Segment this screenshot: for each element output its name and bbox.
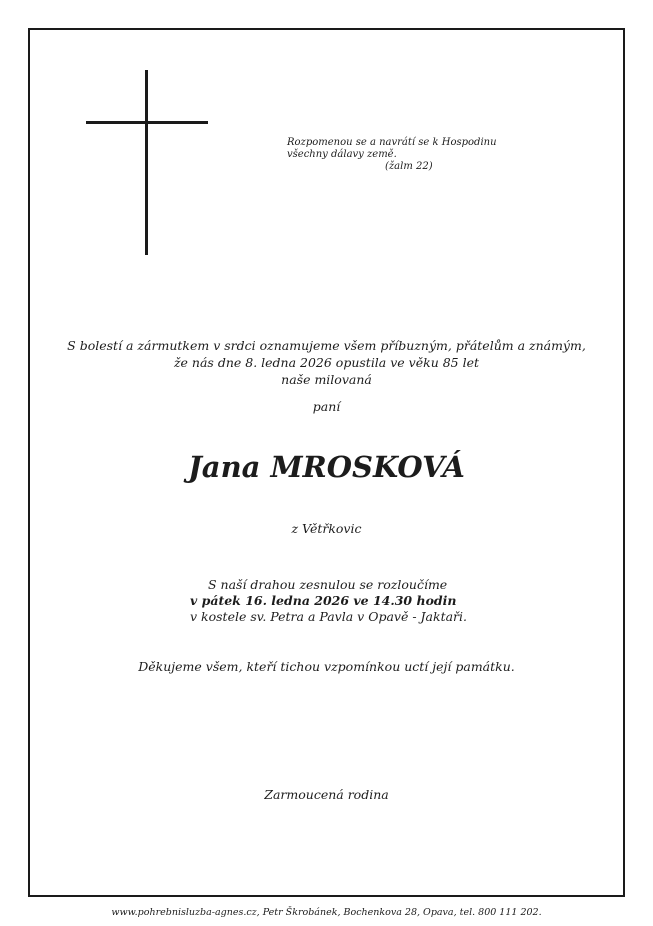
- footer-contact: www.pohrebnisluzba-agnes.cz, Petr Škrobánek, Bochenkova 28, Opava, tel. 800 111 202.: [111, 907, 542, 918]
- announcement-text: [40, 337, 613, 388]
- psalm-reference: (žalm 22): [385, 161, 433, 172]
- psalm-line-2: všechny dálavy země.: [287, 149, 397, 160]
- thanks-text: Děkujeme všem, kteří tichou vzpomínkou uctí její památku.: [138, 659, 515, 674]
- funeral-details: [190, 577, 467, 625]
- cross-icon-crossbar: [86, 121, 208, 124]
- deceased-origin: z Větřkovic: [291, 521, 362, 536]
- funeral-location: v kostele sv. Petra a Pavla v Opavě - Jaktaři.: [190, 609, 467, 624]
- funeral-date-time: v pátek 16. ledna 2026 ve 14.30 hodin: [190, 593, 457, 608]
- psalm-line-1: Rozpomenou se a navrátí se k Hospodinu: [287, 137, 497, 148]
- announcement-line-3: naše milovaná: [281, 372, 372, 387]
- honorific: paní: [312, 399, 341, 414]
- funeral-line-1: S naší drahou zesnulou se rozloučíme: [208, 577, 448, 592]
- psalm-quote: [287, 137, 567, 173]
- cross-icon: [145, 70, 148, 255]
- announcement-line-2: že nás dne 8. ledna 2026 opustila ve věku 85 let: [173, 355, 480, 370]
- signoff: Zarmoucená rodina: [264, 787, 389, 802]
- deceased-name: Jana MROSKOVÁ: [188, 450, 465, 484]
- announcement-line-1: S bolestí a zármutkem v srdci oznamujeme všem příbuzným, přátelům a známým,: [67, 338, 586, 353]
